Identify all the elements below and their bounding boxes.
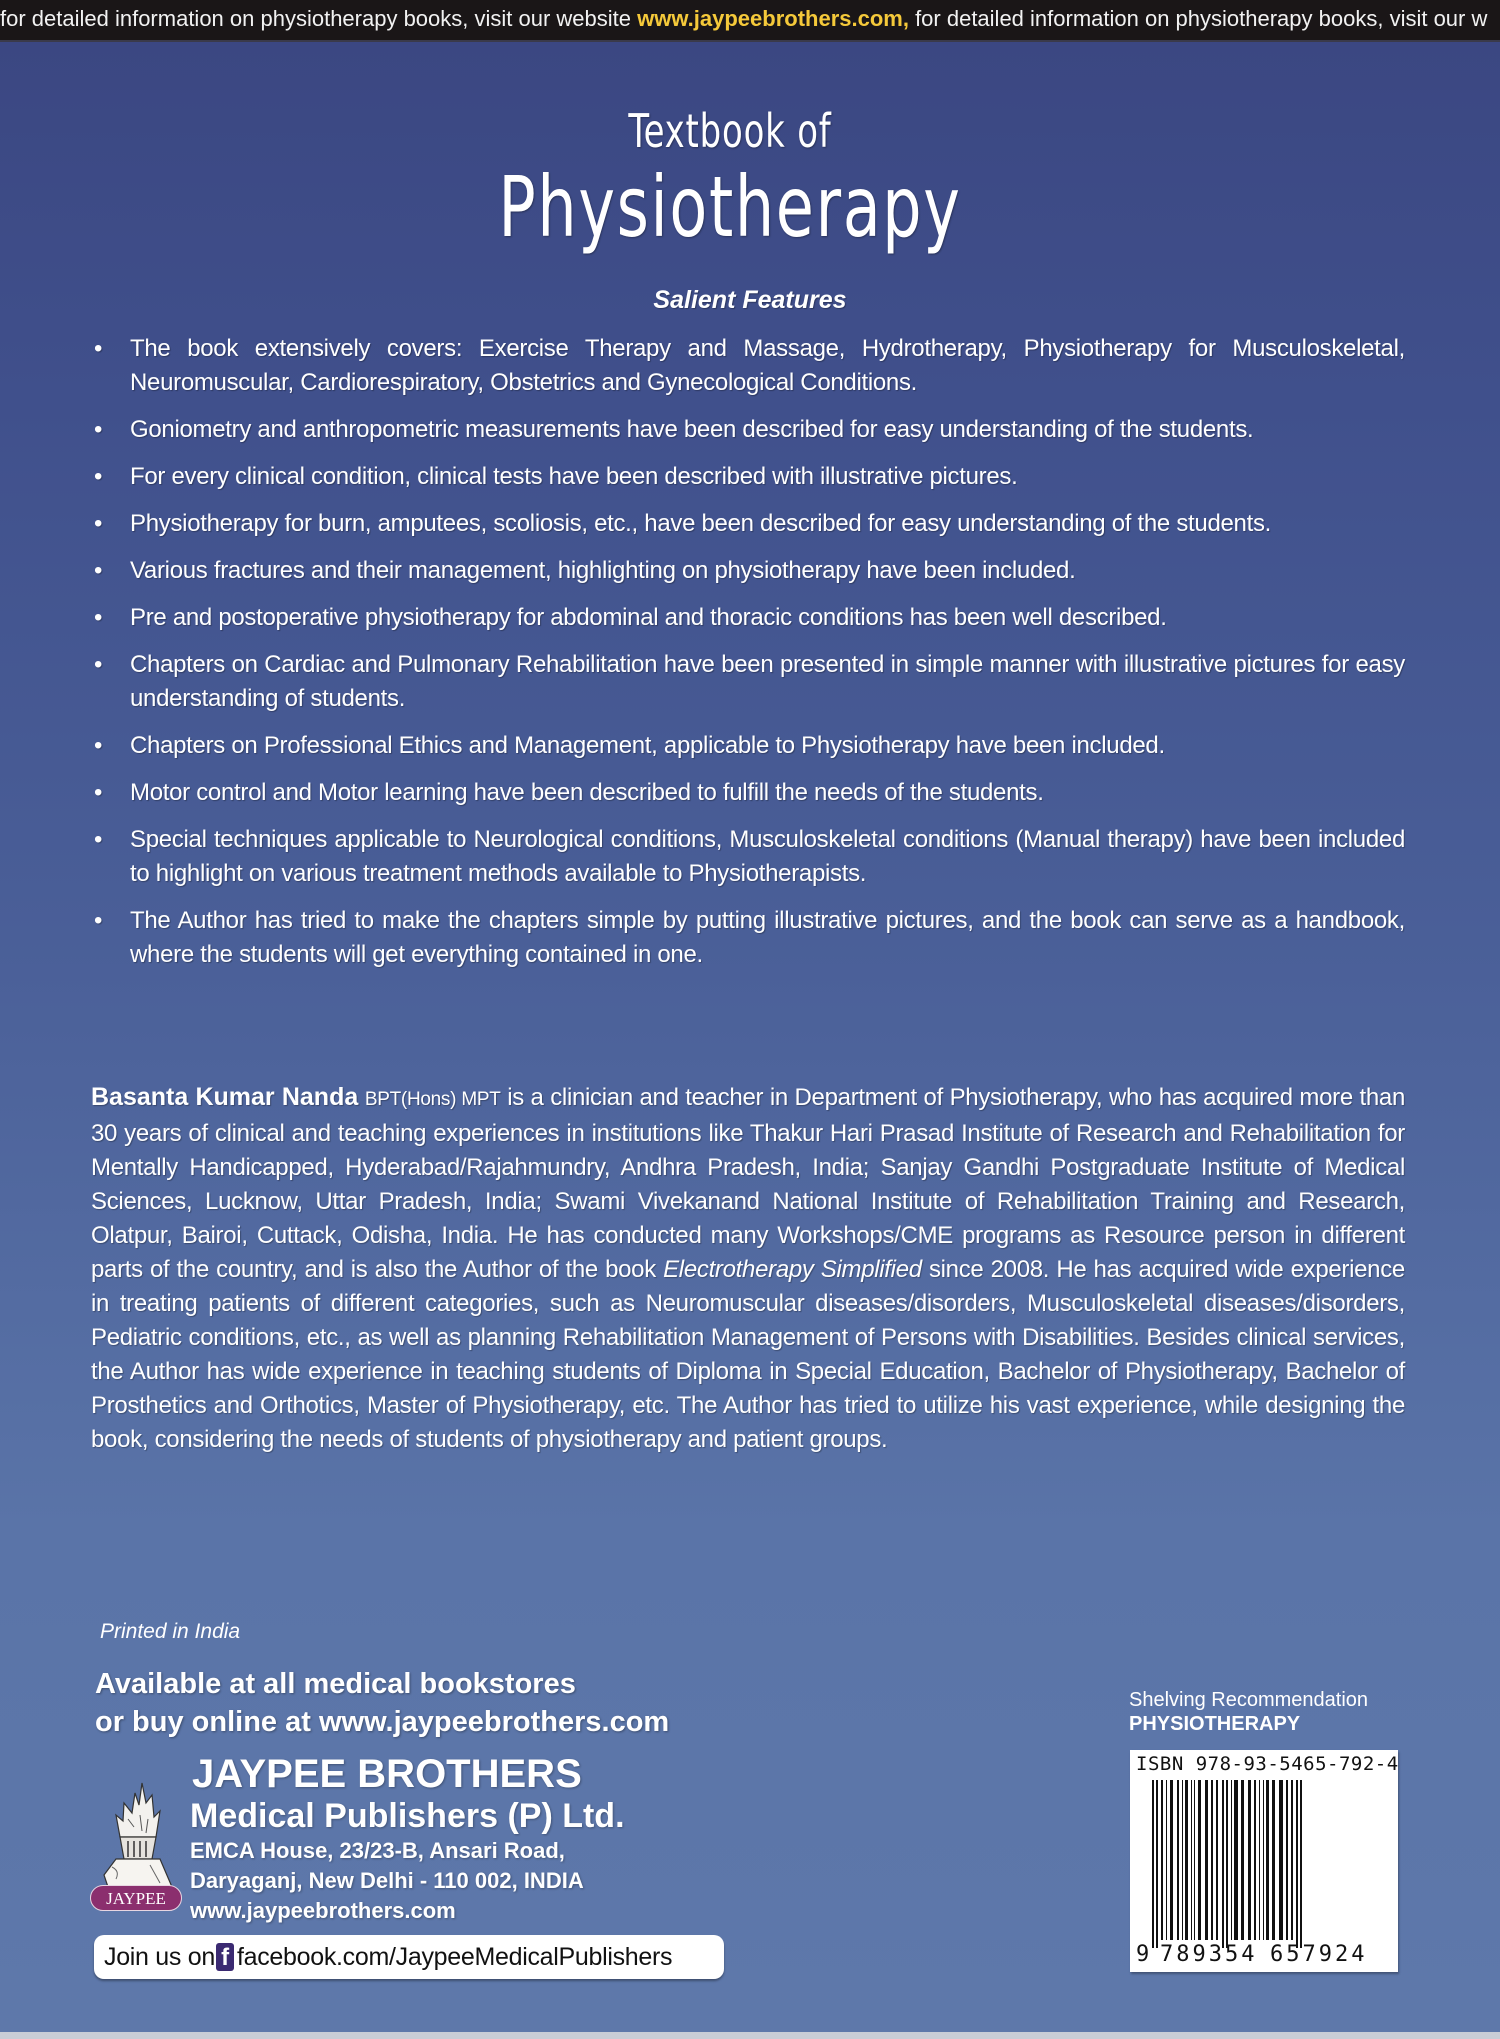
feature-item <box>90 507 1405 541</box>
author-qualifications: BPT(Hons) MPT <box>364 1089 501 1110</box>
barcode-bar <box>1191 1780 1192 1940</box>
feature-item <box>90 648 1405 716</box>
feature-item <box>90 601 1405 635</box>
feature-text: Physiotherapy for burn, amputees, scoliosis, etc., have been described for easy understanding of the students. <box>130 510 1272 537</box>
barcode-bar <box>1254 1780 1256 1940</box>
facebook-icon: f <box>216 1943 234 1971</box>
bullet-icon: • <box>93 907 103 934</box>
feature-text: The Author has tried to make the chapters simple by putting illustrative pictures, and the book can serve as a handbook, where the students will get everything contained in one. <box>130 907 1405 968</box>
barcode-bar <box>1156 1780 1158 1948</box>
website-banner <box>0 0 1500 42</box>
barcode-bar <box>1161 1780 1163 1940</box>
page-bottom-edge <box>0 2032 1500 2039</box>
feature-text: Chapters on Cardiac and Pulmonary Rehabilitation have been presented in simple manner with illustrative pictures for easy understanding of students. <box>130 651 1405 712</box>
publisher-block <box>190 1752 625 1926</box>
publisher-logo-label: JAYPEE <box>90 1885 182 1911</box>
publisher-address-line2: Daryaganj, New Delhi - 110 002, INDIA <box>190 1868 584 1893</box>
feature-text: For every clinical condition, clinical tests have been described with illustrative pictures. <box>130 463 1018 490</box>
barcode-bar <box>1166 1780 1167 1940</box>
barcode-bar <box>1272 1780 1275 1940</box>
facebook-banner[interactable] <box>94 1935 724 1979</box>
publisher-address-line1: EMCA House, 23/23-B, Ansari Road, <box>190 1838 565 1863</box>
barcode-bar <box>1241 1780 1244 1940</box>
bullet-icon: • <box>93 463 103 490</box>
feature-item <box>90 904 1405 972</box>
barcode-bar <box>1198 1780 1201 1940</box>
features-list <box>90 332 1405 985</box>
bullet-icon: • <box>93 732 103 759</box>
barcode-bar <box>1152 1780 1154 1948</box>
feature-item <box>90 823 1405 891</box>
barcode-bar <box>1286 1780 1288 1940</box>
bullet-icon: • <box>93 604 103 631</box>
bullet-icon: • <box>93 557 103 584</box>
printed-in-label: Printed in India <box>100 1620 241 1643</box>
publisher-full-name: Medical Publishers (P) Ltd. <box>190 1797 625 1835</box>
feature-item <box>90 554 1405 588</box>
isbn-barcode <box>1130 1750 1398 1972</box>
feature-text: Motor control and Motor learning have been described to fulfill the needs of the students. <box>130 779 1044 806</box>
publisher-name: JAYPEE BROTHERS <box>192 1752 582 1796</box>
shelving-category: PHYSIOTHERAPY <box>1129 1713 1301 1735</box>
barcode-bars <box>1130 1778 1398 1948</box>
feature-text: Goniometry and anthropometric measurements have been described for easy understanding of the students. <box>130 416 1254 443</box>
bullet-icon: • <box>93 510 103 537</box>
barcode-bar <box>1177 1780 1179 1940</box>
feature-text: Special techniques applicable to Neurological conditions, Musculoskeletal conditions (Manual therapy) have been included to highlight on various treatment methods available to Physiotherapists. <box>130 826 1405 887</box>
barcode-bar <box>1194 1780 1195 1940</box>
barcode-bar <box>1266 1780 1269 1940</box>
bullet-icon: • <box>93 651 103 678</box>
bio-text-part2: since 2008. He has acquired wide experience in treating patients of different categories, such as Neuromuscular diseases/disorders, Musculoskeletal diseases/disorders, Pediatric conditions, etc., as well as planning Rehabilitation Management of Persons with Disabilities. Besides clinical services, the Author has wide experience in teaching students of Diploma in Special Education, Bachelor of Physiotherapy, Bachelor of Prosthetics and Orthotics, Master of Physiotherapy, etc. The Author has tried to utilize his vast experience, while designing the book, considering the needs of students of physiotherapy and patient groups. <box>91 1256 1405 1453</box>
torch-logo-icon <box>90 1775 185 1915</box>
barcode-digits-right: 657924 <box>1270 1942 1368 1967</box>
barcode-bar <box>1296 1780 1298 1948</box>
banner-website-link[interactable]: www.jaypeebrothers.com, <box>637 6 909 31</box>
barcode-bar <box>1291 1780 1293 1940</box>
feature-item <box>90 776 1405 810</box>
isbn-label: ISBN 978-93-5465-792-4 <box>1136 1753 1399 1775</box>
feature-item <box>90 332 1405 400</box>
author-bio <box>91 1080 1405 1457</box>
facebook-handle-link[interactable]: facebook.com/JaypeeMedicalPublishers <box>236 1942 673 1971</box>
feature-item <box>90 729 1405 763</box>
feature-text: Chapters on Professional Ethics and Management, applicable to Physiotherapy have been included. <box>130 732 1165 759</box>
features-heading: Salient Features <box>653 286 847 314</box>
feature-text: Pre and postoperative physiotherapy for abdominal and thoracic conditions has been well described. <box>130 604 1167 631</box>
banner-text: for detailed information on physiotherapy books, visit our website <box>0 6 638 31</box>
shelving-recommendation <box>1129 1688 1368 1736</box>
barcode-bar <box>1234 1780 1238 1940</box>
barcode-bar <box>1170 1780 1173 1940</box>
feature-text: The book extensively covers: Exercise Therapy and Massage, Hydrotherapy, Physiotherapy for Musculoskeletal, Neuromuscular, Cardiorespiratory, Obstetrics and Gynecological Conditions. <box>130 335 1405 396</box>
bio-text-part1: is a clinician and teacher in Department of Physiotherapy, who has acquired more than 30 years of clinical and teaching experiences in institutions like Thakur Hari Prasad Institute of Research and Rehabilitation for Mentally Handicapped, Hyderabad/Rajahmundry, Andhra Pradesh, India; Sanjay Gandhi Postgraduate Institute of Medical Sciences, Lucknow, Uttar Pradesh, India; Swami Vivekanand National Institute of Rehabilitation Training and Research, Olatpur, Bairoi, Cuttack, Odisha, India. He has conducted many Workshops/CME programs as Resource person in different parts of the country, and is also the Author of the book <box>91 1084 1405 1283</box>
feature-text: Various fractures and their management, highlighting on physiotherapy have been included. <box>130 557 1076 584</box>
feature-item <box>90 413 1405 447</box>
barcode-bar <box>1185 1780 1188 1940</box>
bullet-icon: • <box>93 826 103 853</box>
bullet-icon: • <box>93 416 103 443</box>
barcode-bar <box>1259 1780 1260 1940</box>
bullet-icon: • <box>93 779 103 806</box>
barcode-bar <box>1263 1780 1264 1940</box>
barcode-digit-first: 9 <box>1136 1942 1150 1967</box>
availability-line1: Available at all medical bookstores <box>95 1668 576 1700</box>
barcode-bar <box>1205 1780 1208 1940</box>
barcode-bar <box>1300 1780 1302 1948</box>
barcode-bar <box>1226 1780 1228 1948</box>
barcode-bar <box>1211 1780 1213 1940</box>
publisher-website-link[interactable]: www.jaypeebrothers.com <box>190 1898 456 1923</box>
shelving-label: Shelving Recommendation <box>1129 1689 1369 1711</box>
barcode-bar <box>1222 1780 1224 1948</box>
barcode-bar <box>1231 1780 1232 1940</box>
book-title-line1: Textbook of <box>628 104 832 158</box>
availability-line2: or buy online at www.jaypeebrothers.com <box>95 1706 670 1738</box>
barcode-bar <box>1216 1780 1218 1940</box>
feature-item <box>90 460 1405 494</box>
barcode-bar <box>1248 1780 1251 1940</box>
bullet-icon: • <box>93 335 103 362</box>
barcode-bar <box>1279 1780 1283 1940</box>
barcode-digits-left: 789354 <box>1160 1942 1258 1967</box>
barcode-bar <box>1182 1780 1183 1940</box>
book-title-line2: Physiotherapy <box>498 158 962 256</box>
bio-book-title: Electrotherapy Simplified <box>663 1256 922 1283</box>
author-name: Basanta Kumar Nanda <box>91 1083 359 1111</box>
availability-block <box>95 1665 669 1741</box>
social-prefix: Join us on <box>104 1942 215 1971</box>
banner-text-repeat: for detailed information on physiotherapy books, visit our w <box>908 6 1488 31</box>
